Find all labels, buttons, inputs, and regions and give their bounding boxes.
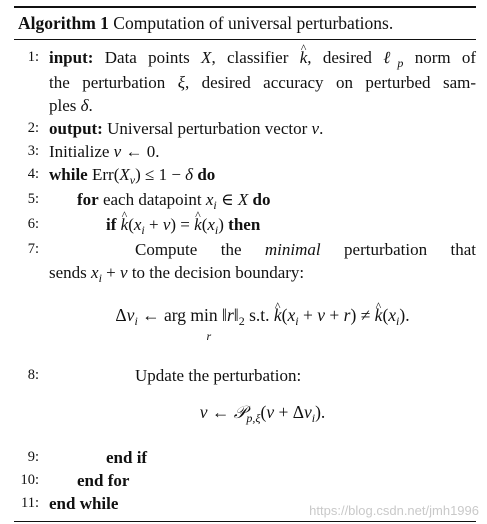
line-text: Update the perturbation: — [135, 366, 302, 385]
algo-line-1 — [14, 46, 476, 71]
argmin-operator: arg min — [164, 305, 218, 325]
algorithm-caption — [14, 8, 476, 35]
line-number: 5: — [27, 191, 39, 207]
caption-label: Algorithm 1 — [18, 13, 109, 33]
output-keyword: output: — [49, 119, 103, 138]
line-number: 2: — [27, 120, 39, 136]
end-while-keyword: end while — [49, 494, 119, 513]
algo-line-3: 3: Initialize v ← 0. — [14, 140, 476, 163]
math-k-hat: ^ k — [300, 46, 308, 69]
end-if-keyword: end if — [106, 448, 148, 467]
line-number: 11: — [21, 495, 39, 511]
algo-line-10 — [14, 469, 476, 492]
bottom-rule — [14, 521, 476, 522]
line-number: 4: — [27, 166, 39, 182]
line-number: 3: — [27, 143, 39, 159]
while-keyword: while — [49, 165, 88, 184]
line-text: , desired — [307, 48, 372, 67]
algo-line-7-cont: sends $x_i + v$ to the decision boundary: — [49, 263, 305, 285]
line-text: . — [88, 96, 93, 115]
do-keyword: do — [252, 190, 271, 209]
line-text: each datapoint — [102, 190, 202, 209]
equation-projection: v ← 𝒫$_{p,\xi}$(v + $\Delta v_i$). — [199, 402, 326, 425]
math-lp: ℓ$_p$ — [383, 48, 404, 70]
algo-line-5: 5: for each datapoint $x_i$ ∈ X do — [14, 188, 476, 213]
algorithm-block — [14, 6, 476, 522]
caption-title: Computation of universal perturbations. — [113, 13, 394, 33]
algo-line-1-cont — [14, 71, 476, 94]
algo-line-7 — [14, 238, 476, 261]
algo-line-1-cont2 — [14, 94, 476, 117]
subject-to: s.t. — [249, 305, 270, 325]
line-text: Compute the — [135, 240, 242, 259]
for-keyword: for — [77, 190, 99, 209]
line-text: Initialize — [49, 142, 110, 161]
equation-argmin: $\Delta v_i$ ← arg min $^r$ $‖r‖_2$ s.t. ^ $k(x_i + v + r)$ ≠ ^ $k(x_i)$. — [49, 304, 476, 350]
watermark: https://blog.csdn.net/jmh1996 — [309, 503, 479, 518]
line-text: Data points — [104, 48, 190, 67]
line-text: to the decision boundary: — [131, 263, 305, 282]
do-keyword: do — [197, 165, 216, 184]
if-keyword: if — [106, 215, 117, 234]
math-xi: ξ — [177, 73, 185, 92]
line-text: perturbation that — [344, 240, 477, 259]
line-text: , classifier — [211, 48, 289, 67]
algo-line-2: 2: output: Universal perturbation vector v. — [14, 117, 476, 140]
line-text: Universal perturbation vector — [107, 119, 308, 138]
algo-line-4: 4: while $Err(X_v) \le 1 - \delta$ do — [14, 163, 476, 188]
then-keyword: then — [228, 215, 261, 234]
algo-line-9 — [14, 446, 476, 469]
line-text: sends — [49, 263, 87, 282]
line-number: 8: — [27, 367, 39, 383]
algo-line-8 — [14, 364, 476, 387]
line-number: 1: — [27, 49, 39, 65]
line-text: , desired accuracy on perturbed sam- — [184, 73, 476, 92]
line-number: 10: — [20, 472, 39, 488]
math-delta: δ — [80, 96, 89, 115]
math-X: X — [201, 48, 212, 67]
line-text: norm of — [414, 48, 477, 67]
input-keyword: input: — [49, 48, 94, 67]
line-number: 6: — [27, 216, 39, 232]
line-number: 9: — [27, 449, 39, 465]
line-text: the perturbation — [49, 73, 166, 92]
algo-line-6: 6: if ^ $k(x_i + v)$ = ^ $k(x_i)$ then — [14, 213, 476, 238]
end-for-keyword: end for — [77, 471, 130, 490]
emphasis-text: minimal — [264, 240, 321, 259]
line-text: ples — [49, 96, 77, 115]
line-number: 7: — [27, 241, 39, 257]
